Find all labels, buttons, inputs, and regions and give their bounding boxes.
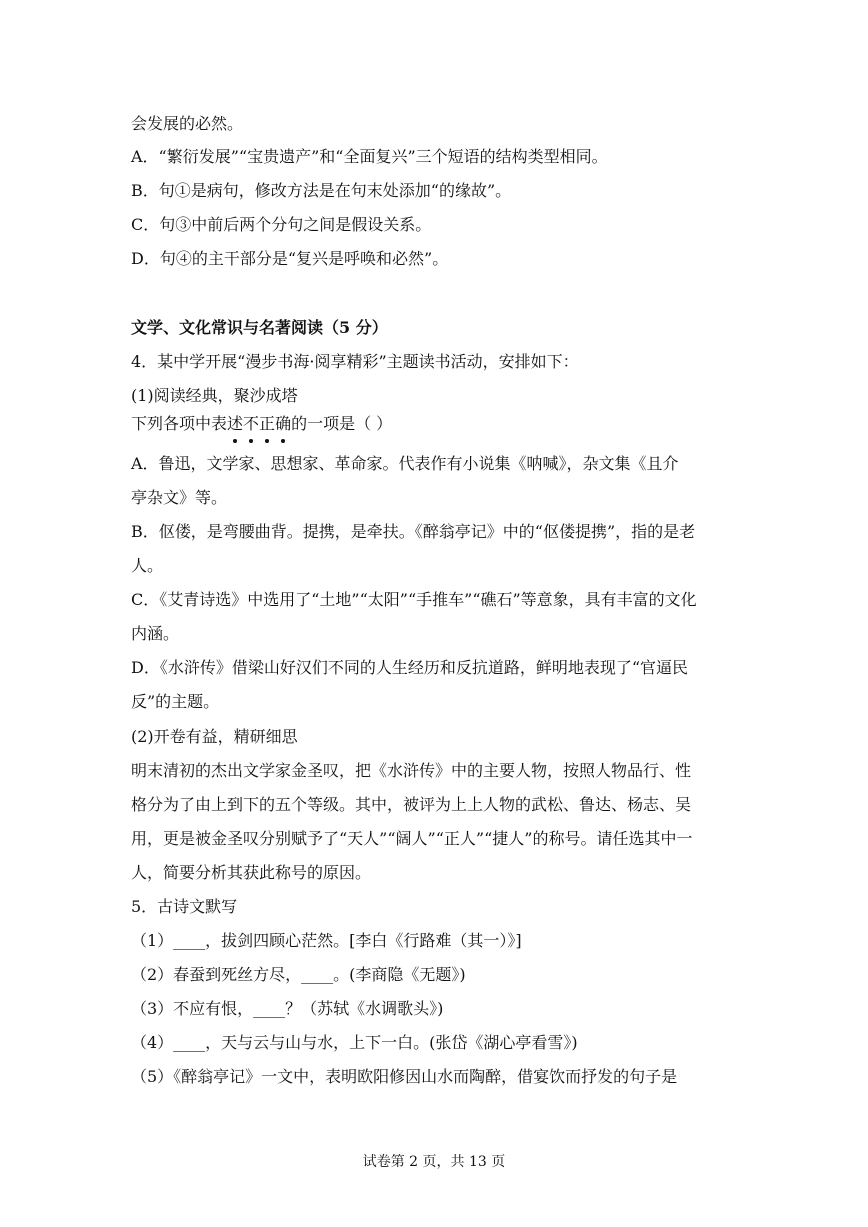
option-c-line-2: 内涵。: [131, 624, 180, 643]
page-footer: 试卷第 2 页，共 13 页: [362, 1154, 506, 1170]
emphasis-char: 不: [243, 414, 260, 433]
option-c-line-1: C．《艾青诗选》中选用了“土地”“太阳”“手推车”“礁石”等意象，具有丰富的文化: [131, 590, 697, 609]
text-line: 会发展的必然。: [131, 114, 244, 133]
paragraph-line: 格分为了由上到下的五个等级。其中，被评为上上人物的武松、鲁达、杨志、吴: [131, 795, 692, 814]
option-a: A．“繁衍发展”“宝贵遗产”和“全面复兴”三个短语的结构类型相同。: [131, 147, 608, 166]
emphasis-char: 确: [275, 414, 292, 433]
stem-prefix: 下列各项中表: [131, 414, 228, 433]
paragraph-line: 明末清初的杰出文学家金圣叹，把《水浒传》中的主要人物，按照人物品行、性: [131, 761, 692, 780]
fill-in-item-4: （4）____，天与云与山与水，上下一白。(张岱《湖心亭看雪》): [131, 1033, 578, 1052]
option-b: B．句①是病句，修改方法是在句末处添加“的缘故”。: [131, 181, 512, 200]
option-a-line-2: 亭杂文》等。: [131, 488, 228, 507]
fill-in-item-3: （3）不应有恨，____？（苏轼《水调歌头》): [131, 999, 444, 1018]
stem-suffix: 的一项是（ ）: [291, 414, 393, 433]
option-d-line-2: 反”的主题。: [131, 692, 220, 711]
question-5-title: 5．古诗文默写: [131, 897, 238, 916]
question-stem: [131, 413, 748, 435]
emphasis-char: 述: [227, 414, 244, 433]
option-d-line-1: D．《水浒传》借梁山好汉们不同的人生经历和反抗道路，鲜明地表现了“官逼民: [131, 658, 689, 677]
fill-in-item-2: （2）春蚕到死丝方尽，____。(李商隐《无题》): [131, 965, 466, 984]
option-a-line-1: A．鲁迅，文学家、思想家、革命家。代表作有小说集《呐喊》，杂文集《且介: [131, 454, 679, 473]
sub-question-1-title: (1)阅读经典，聚沙成塔: [131, 386, 298, 405]
option-d: D．句④的主干部分是“复兴是呼唤和必然”。: [131, 249, 449, 268]
fill-in-item-5: （5）《醉翁亭记》一文中，表明欧阳修因山水而陶醉，借宴饮而抒发的句子是: [131, 1067, 678, 1086]
option-b-line-2: 人。: [131, 556, 164, 575]
sub-question-2-title: (2)开卷有益，精研细思: [131, 727, 298, 746]
option-b-line-1: B．伛偻，是弯腰曲背。提携，是牵扶。《醉翁亭记》中的“伛偻提携”，指的是老: [131, 522, 696, 541]
paragraph-line: 人，简要分析其获此称号的原因。: [131, 863, 372, 882]
fill-in-item-1: （1）____，拔剑四顾心茫然。[李白《行路难（其一）》]: [131, 931, 522, 950]
section-heading: 文学、文化常识与名著阅读（5 分）: [131, 318, 388, 337]
paragraph-line: 用，更是被金圣叹分别赋予了“天人”“阔人”“正人”“捷人”的称号。请任选其中一: [131, 829, 693, 848]
emphasis-char: 正: [259, 414, 276, 433]
option-c: C．句③中前后两个分句之间是假设关系。: [131, 215, 432, 234]
question-4-title: 4．某中学开展“漫步书海·阅享精彩”主题读书活动，安排如下：: [131, 352, 579, 371]
